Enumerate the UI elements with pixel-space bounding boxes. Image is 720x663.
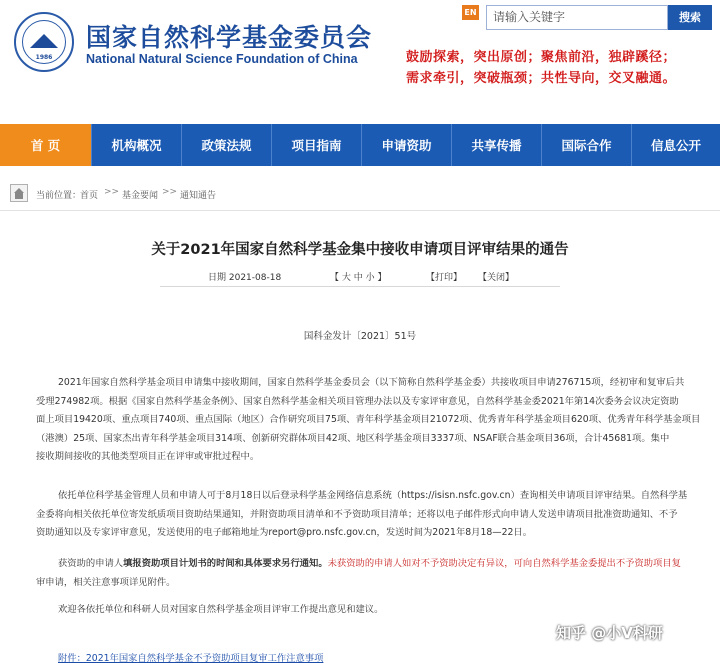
attachment-link[interactable]: 附件：2021年国家自然科学基金不予资助项目复审工作注意事项: [58, 653, 324, 663]
paragraph-line: 2021年国家自然科学基金项目申请集中接收期间，国家自然科学基金委员会（以下简称自然科学基金委）共接收项目申请276715项，经初审和复审后共: [58, 377, 685, 388]
meta-divider: [160, 286, 560, 287]
print-link[interactable]: 【打印】: [426, 273, 463, 283]
paragraph-2: [36, 487, 688, 543]
paragraph-4: [58, 601, 688, 620]
font-size-switcher[interactable]: 【 大 中 小 】: [330, 273, 387, 283]
zhihu-watermark: 知乎 @小V科研: [556, 624, 663, 642]
paragraph-line: 资助通知以及专家评审意见，发送使用的电子邮箱地址为report@pro.nsfc.gov.cn，发送时间为2021年8月18—22日。: [36, 527, 533, 539]
p3-bold-text: 填报资助项目计划书的时间和具体要求另行通知。: [123, 558, 328, 569]
home-icon: [10, 184, 28, 202]
org-name-en: National Natural Science Foundation of China: [86, 52, 358, 66]
paragraph-line: 面上项目19420项、重点项目740项、重点国际（地区）合作研究项目75项、青年科学基金项目21072项、优秀青年科学基金项目620项、优秀青年科学基金项目: [36, 414, 701, 426]
site-header: [0, 0, 720, 118]
seal-year: 1986: [35, 54, 53, 61]
nav-item-share[interactable]: 共享传播: [452, 124, 542, 166]
main-nav: [0, 124, 720, 166]
close-link[interactable]: 【关闭】: [478, 273, 515, 283]
nav-item-apply[interactable]: 申请资助: [362, 124, 452, 166]
nav-item-about[interactable]: 机构概况: [92, 124, 182, 166]
search-button[interactable]: 搜索: [668, 5, 712, 30]
home-body-shape: [15, 193, 23, 199]
breadcrumb-separator: >>: [104, 187, 120, 197]
search-input[interactable]: 请输入关键字: [486, 5, 668, 30]
org-name-cn[interactable]: 国家自然科学基金委员会: [86, 23, 373, 52]
breadcrumb-separator: >>: [162, 187, 178, 197]
english-switch-button[interactable]: EN: [462, 5, 479, 20]
paragraph-line: 接收期间接收的其他类型项目正在评审或审批过程中。: [36, 451, 260, 463]
p3-red-text: 未获资助的申请人如对不予资助决定有异议，可向自然科学基金委提出不予资助项目复: [327, 558, 681, 569]
nav-item-home[interactable]: 首 页: [0, 124, 92, 166]
slogan-line-1: 鼓励探索，突出原创；聚焦前沿，独辟蹊径；: [406, 50, 677, 65]
paragraph-line: [58, 555, 688, 574]
slogan-line-2: 需求牵引，突破瓶颈；共性导向，交叉融通。: [406, 71, 677, 86]
seal-mountain-icon: [30, 34, 58, 48]
paragraph-line: 依托单位科学基金管理人员和申请人可于8月18日以后登录科学基金网络信息系统（https://isisn.nsfc.gov.cn）查询相关申请项目评审结果。自然科学基: [58, 490, 688, 501]
breadcrumb-notice-link[interactable]: 通知通告: [180, 191, 217, 201]
nav-item-international[interactable]: 国际合作: [542, 124, 632, 166]
nsfc-seal-logo[interactable]: [14, 12, 74, 72]
paragraph-line: 审申请，相关注意事项详见附件。: [36, 576, 176, 588]
breadcrumb-divider: [0, 210, 720, 211]
paragraph-line: （港澳）25项、国家杰出青年科学基金项目314项、创新研究群体项目42项、地区科学基金项目3337项、NSAF联合基金项目36项，合计45681项。集中: [36, 432, 670, 444]
nav-item-policy[interactable]: 政策法规: [182, 124, 272, 166]
paragraph-line: 受理274982项。根据《国家自然科学基金条例》、国家自然科学基金相关项目管理办法以及专家评审意见，自然科学基金委2021年第14次委务会议决定资助: [36, 395, 679, 407]
nav-item-guide[interactable]: 项目指南: [272, 124, 362, 166]
breadcrumb-prefix: 当前位置：: [36, 191, 82, 201]
paragraph-line: 欢迎各依托单位和科研人员对国家自然科学基金项目评审工作提出意见和建议。: [58, 604, 384, 615]
breadcrumb-news-link[interactable]: 基金要闻: [122, 191, 159, 201]
article-date: 日期 2021-08-18: [208, 273, 282, 283]
document-number: 国科金发计〔2021〕51号: [303, 331, 417, 342]
paragraph-line: 金委将向相关依托单位寄发纸质项目资助结果通知，并附资助项目清单和不予资助项目清单；还将以电子邮件形式向申请人发送申请项目批准资助通知、不予: [36, 508, 678, 520]
p3-text-a: 获资助的申请人: [58, 558, 124, 569]
breadcrumb-home-link[interactable]: 首页: [80, 191, 99, 201]
paragraph-1: [36, 374, 701, 467]
article-title: 关于2021年国家自然科学基金集中接收申请项目评审结果的通告: [151, 242, 569, 258]
nav-item-disclosure[interactable]: 信息公开: [650, 138, 701, 153]
paragraph-3: [36, 555, 688, 592]
